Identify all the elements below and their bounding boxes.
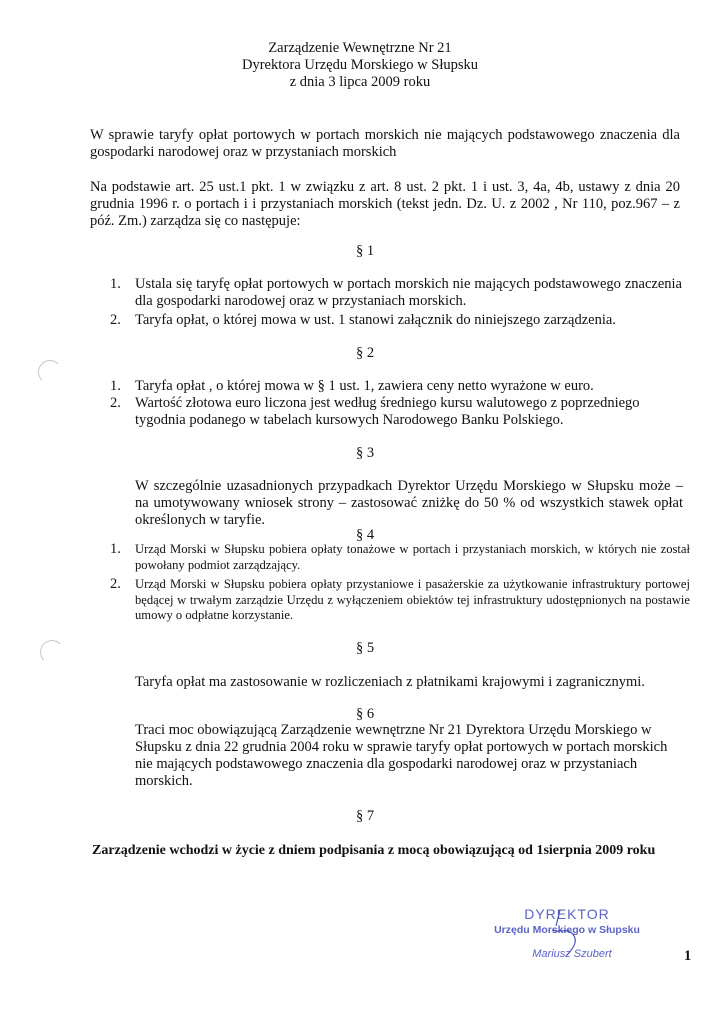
list-item-text: Taryfa opłat, o której mowa w ust. 1 stanowi załącznik do niniejszego zarządzenia. bbox=[135, 312, 616, 328]
list-item bbox=[110, 542, 690, 573]
stamp-name: Mariusz Szubert bbox=[532, 948, 612, 960]
section-heading: § 4 bbox=[355, 527, 375, 543]
list-item-number: 2. bbox=[110, 312, 121, 328]
list-item-number: 1. bbox=[110, 276, 121, 292]
closing-statement: Zarządzenie wchodzi w życie z dniem podpisania z mocą obowiązującą od 1sierpnia 2009 roku bbox=[92, 843, 656, 858]
stamp-office: Urzędu Morskiego w Słupsku bbox=[494, 924, 640, 936]
list-item-text: Taryfa opłat , o której mowa w § 1 ust. 1, zawiera ceny netto wyrażone w euro. bbox=[135, 378, 594, 394]
document-header bbox=[160, 40, 560, 91]
list-item-text: Urząd Morski w Słupsku pobiera opłaty przystaniowe i pasażerskie za użytkowanie infrastruktury portowej będącej w trwałym zarządzie Urzędu z wyłączeniem obiektów tej infrastruktury udostępnionych na postawie umowy o odpłatne korzystanie. bbox=[135, 577, 690, 622]
list-item bbox=[110, 395, 682, 429]
header-date: z dnia 3 lipca 2009 roku bbox=[289, 74, 431, 90]
header-title: Zarządzenie Wewnętrzne Nr 21 bbox=[268, 40, 452, 56]
section-text: Traci moc obowiązującą Zarządzenie wewnętrzne Nr 21 Dyrektora Urzędu Morskiego w Słupsku z dnia 22 grudnia 2004 roku w sprawie taryfy opłat portowych w portach morskich nie mających podstawowego znaczenia dla gospodarki narodowej oraz w przystaniach morskich. bbox=[135, 722, 668, 789]
punch-hole-mark bbox=[38, 360, 62, 384]
list-item-text: Urząd Morski w Słupsku pobiera opłaty tonażowe w portach i przystaniach morskich, w których nie został powołany podmiot zarządzający. bbox=[135, 542, 690, 572]
director-stamp bbox=[482, 904, 652, 964]
list-item-number: 1. bbox=[110, 541, 121, 557]
list-item-number: 2. bbox=[110, 576, 121, 592]
list-item bbox=[110, 577, 690, 624]
list-item bbox=[110, 312, 682, 329]
document-subject: W sprawie taryfy opłat portowych w portach morskich nie mających podstawowego znaczenia dla gospodarki narodowej oraz w przystaniach morskich bbox=[90, 127, 680, 160]
punch-hole-mark bbox=[40, 640, 64, 664]
section-heading: § 1 bbox=[355, 243, 375, 259]
legal-basis: Na podstawie art. 25 ust.1 pkt. 1 w związku z art. 8 ust. 2 pkt. 1 i ust. 3, 4a, 4b, ustawy z dnia 20 grudnia 1996 r. o portach i i przystaniach morskich (tekst jedn. Dz. U. z 2002 , Nr 110, poz.967 – z póź. Zm.) zarządza się co następuje: bbox=[90, 179, 680, 229]
section-text: W szczególnie uzasadnionych przypadkach Dyrektor Urzędu Morskiego w Słupsku może – na umotywowany wniosek strony – zastosować zniżkę do 50 % od wszystkich stawek opłat określonych w taryfie. bbox=[135, 478, 683, 528]
stamp-title: DYREKTOR bbox=[524, 906, 610, 922]
list-item bbox=[110, 378, 682, 395]
list-item bbox=[110, 276, 682, 310]
list-item-text: Wartość złotowa euro liczona jest według średniego kursu walutowego z poprzedniego tygodnia podanego w tabelach kursowych Narodowego Banku Polskiego. bbox=[135, 395, 640, 428]
list-item-text: Ustala się taryfę opłat portowych w portach morskich nie mających podstawowego znaczenia dla gospodarki narodowej oraz w przystaniach morskich. bbox=[135, 276, 682, 309]
header-issuer: Dyrektora Urzędu Morskiego w Słupsku bbox=[242, 57, 478, 73]
section-heading: § 7 bbox=[355, 808, 375, 824]
section-heading: § 6 bbox=[355, 706, 375, 722]
section-text: Taryfa opłat ma zastosowanie w rozliczeniach z płatnikami krajowymi i zagranicznymi. bbox=[135, 674, 645, 690]
list-item-number: 2. bbox=[110, 395, 121, 411]
section-heading: § 5 bbox=[355, 640, 375, 656]
page-number: 1 bbox=[684, 948, 692, 964]
section-heading: § 3 bbox=[355, 445, 375, 461]
section-heading: § 2 bbox=[355, 345, 375, 361]
signature-mark bbox=[482, 904, 652, 964]
list-item-number: 1. bbox=[110, 378, 121, 394]
